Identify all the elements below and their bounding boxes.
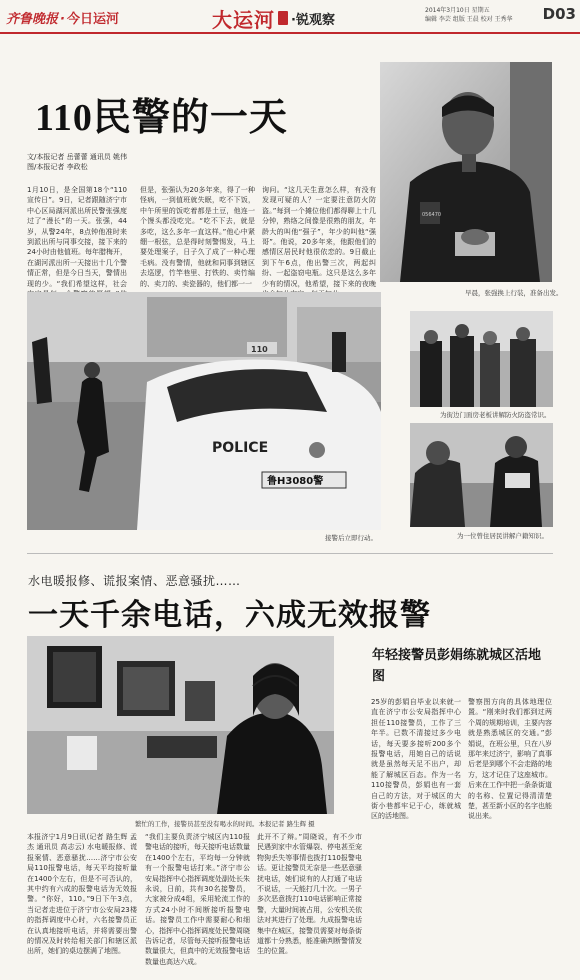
column-logo	[212, 4, 335, 32]
paper-name: 齐鲁晚报	[6, 12, 59, 27]
dispatcher-photo	[27, 636, 334, 814]
separator-dot: ·	[60, 12, 65, 27]
story2-headline: 一天千余电话，六成无效报警	[28, 598, 431, 633]
story1-byline-text: 文/本报记者 岳蕾蕾 通讯员 姚伟	[27, 153, 128, 161]
resident-visit-photo	[410, 423, 553, 527]
police-lettering: POLICE	[212, 440, 269, 456]
dispatcher-image	[27, 636, 334, 814]
logo-seal-icon	[278, 11, 288, 25]
section-divider	[27, 553, 553, 554]
masthead	[6, 8, 119, 27]
issue-meta	[425, 6, 513, 24]
officer-portrait-image	[380, 62, 552, 282]
story2-kicker: 水电暖报修、谎报案情、恶意骚扰……	[28, 574, 241, 588]
svg-text:056470: 056470	[422, 212, 442, 218]
page-header	[0, 0, 580, 34]
column-name: ·锐观察	[291, 12, 335, 28]
officer-portrait-photo	[380, 62, 552, 282]
logo-text: 大运河	[212, 7, 275, 32]
shop-visit-photo	[410, 311, 553, 407]
police-car-caption: 接警后立即行动。	[325, 534, 377, 542]
police-car-image	[27, 292, 381, 530]
shop-visit-caption: 为街边门面房老板讲解防火防盗常识。	[440, 411, 551, 419]
story1-headline: 110民警的一天	[35, 97, 288, 139]
shop-visit-image	[410, 311, 553, 407]
resident-visit-image	[410, 423, 553, 527]
story1-column-1: 1月10日，是全国第18个“110宣传日”。9日，记者跟随济宁市中心区局湖河派出所民警张强度过了“漫长”的一天。张强，44岁，从警24年，8点钟他准时来到派出所与同事交接，接下来的24小时由他值班。每年腊梅开，在湖河派出所一天接出十几个警情正常，但是今日当天，警情出现的少。“我们希望这样，社会	[27, 186, 127, 288]
police-car-photo	[27, 292, 381, 530]
story1-column-3: 询问。“这几天生意怎么样，有没有发现可疑的人？一定要注意防火防盗。”每到一个摊位他们都得聊上十几分钟，熟络之间像是很熟的朋友，年龄大的叫他“强子”，年少的叫他“强哥”。他说，20多年来，他跟他们的感情区居民时他很依恋的。9日截止到下午6点，他出警三次，两起纠纷、一起盗窃电瓶。这只是这么多年少有的情况，他希望，接下来的夜晚	[262, 186, 376, 288]
license-plate: 鲁H3080警	[267, 476, 324, 487]
section-name: 今日运河	[66, 12, 119, 27]
dispatcher-caption: 繁忙的工作，接警员甚至没有喝水的时间。本报记者 路生辉 摄	[135, 820, 315, 828]
issue-date: 2014年3月10日 星期五	[425, 7, 490, 14]
portrait-caption: 早晨，张强换上行装，准备出发。	[465, 289, 563, 297]
editor-credits: 编辑 李芸 组版 王晨 校对 王秀华	[425, 16, 513, 23]
story1-column-2: 但是，张强认为20多年来，得了一种怪病，一到值班就失眠，吃不下饭，中午所里的饭吃着都是土豆，他连一个馒头都没吃完。“吃不下去，就是多吃，这么多年一直这样。”他心中紧绷一根弦，总是得时刻警惕发，马上要处理案子，日子久了成了一种心理毛病。没有警情，他就和同事到辖区去巡逻，竹竿巷里、打铁的、卖竹编的、卖刀的、卖瓷器的，他们都一一	[140, 186, 255, 288]
story2-column-2: “我们主要负责济宁城区内110报警电话的接听，每天接听电话数量在1400个左右，平均每一分钟就有一个报警电话打来。”济宁市公安局指挥中心指挥调度处副处长朱永说，日前，共有30名接警员，大家被分成4组，采用轮流工作的方式24小时不间断接听报警电话。接警员工作中需要耐心和细心，指挥中心指挥调度处民警周晓告诉记者，尽管每天接听报警电话数量很大，但真中的无效报警电话数量也高达六成。	[145, 833, 250, 966]
resident-visit-caption: 为一位曾住居民讲解户籍知识。	[457, 532, 548, 540]
roof-sign: 110	[251, 345, 268, 354]
story2-subheadline: 年轻接警员彭娟练就城区活地图	[372, 648, 542, 684]
story1-byline	[27, 152, 127, 172]
page-number: D03	[542, 5, 576, 23]
story1-byline-photo: 图/本报记者 李政松	[27, 163, 88, 171]
story2-column-1: 本报济宁1月9日讯(记者 路生辉 孟杰 通讯员 高志云) 水电暖报修、谎报案情、恶意骚扰……济宁市公安局110报警电话，每天平均接听量在1400个左右，但是不可否认的，其中约有六成的报警电话为无效报警。“你好，110。”9日下午3点，当记者走进位于济宁市公安局23楼的指挥调度中心时，六名接警员正在认真地接听电话，并将需要出警的情况及时转给相关部门和辖区派出所，她们的桌边摆满了地图。	[27, 833, 137, 956]
story2-column-3: 此开不了辩。”周晓说，有不少市民遇到家中水管爆裂、停电甚至宠物狗丢失等事情也拨打110报警电话。更让接警员无奈是一些恶意骚扰电话，她们说有的人打通了电话不说话，一天能打几十次。一男子多次恶意拨打110电话影响正常接警，大量时间被占用，公安机关依法对其进行了处理。九成报警电话集中在城区，接警员需要对每条街道都十分熟悉，能准确判断警情发生的位置。	[257, 833, 362, 956]
story2-column-5: 警察图方向的具体地理位置。“刚来时我们都到过两个周的规期培训，主要内容就是熟悉城区的交通。”彭娟说，在班公里，只在八岁那年来过济宁，影响了真事后老是到哪个不会走路的地方，这才记住了这座城市。后来在工作中把一条条街道的名称、位置记得清清楚楚，甚至新小区的名字也能说出来。	[468, 698, 552, 821]
story2-column-4: 25岁的彭娟自毕业以来就一直在济宁市公安局指挥中心担任110接警员，工作了三年半。已数不清接过多少电话，每天要多接听200多个报警电话，用她自己的话说就是虽然每天足不出户，却能了解城区百态。作为一名110接警员，彭娟也有一套自己的方法，对于城区的大街小巷都牢记于心，练就城区的活地图。	[371, 698, 461, 821]
